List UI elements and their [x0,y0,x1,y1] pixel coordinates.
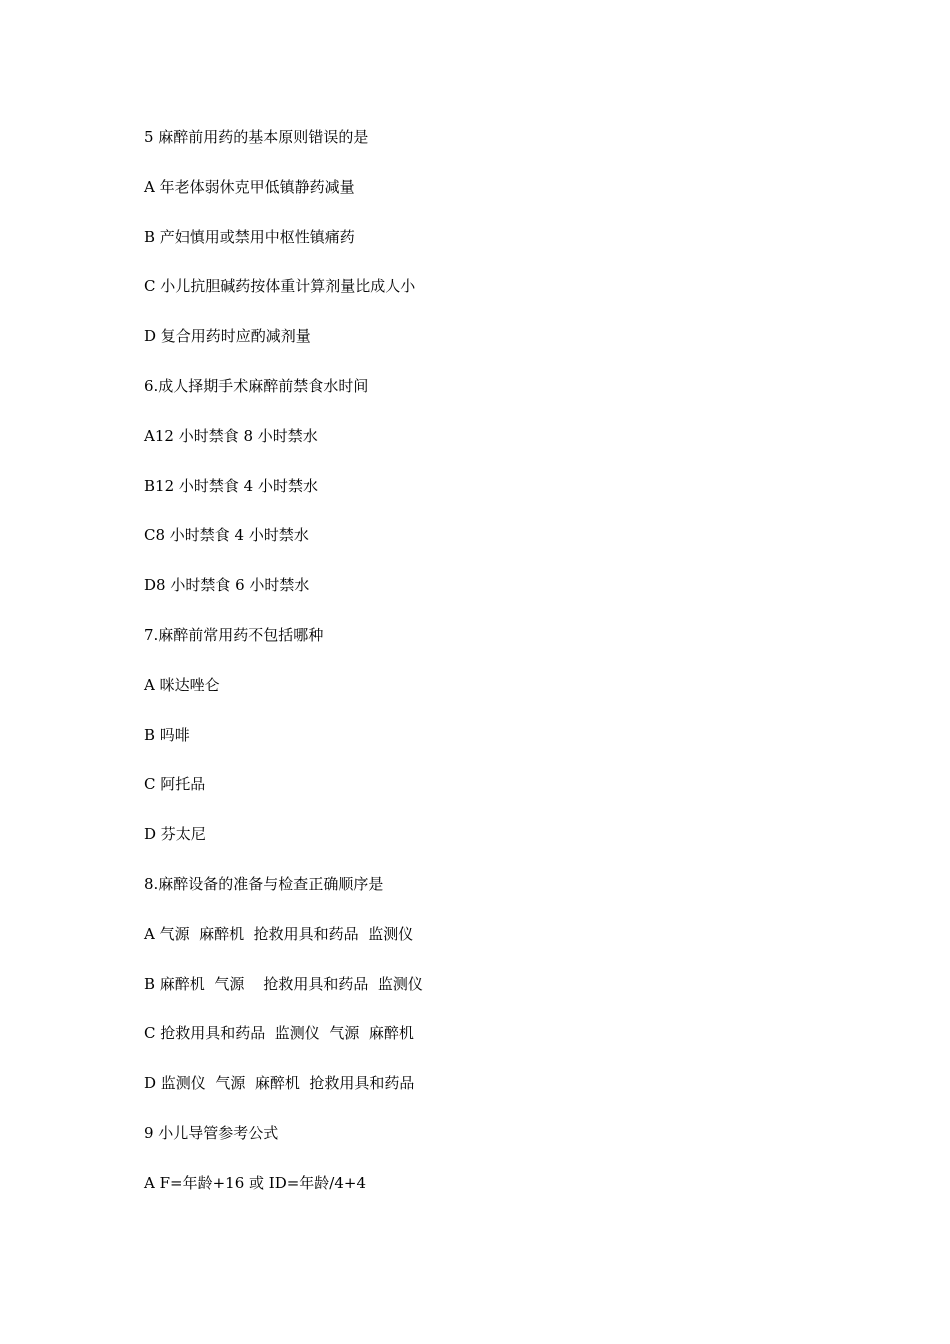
question-7-option-c: C 阿托品 [144,775,206,794]
question-9-stem: 9 小儿导管参考公式 [144,1123,279,1142]
question-8-stem: 8.麻醉设备的准备与检查正确顺序是 [144,874,384,893]
question-5-option-c: C 小儿抗胆碱药按体重计算剂量比成人小 [144,277,416,296]
question-6-option-d: D8 小时禁食 6 小时禁水 [144,576,310,595]
question-6-option-a: A12 小时禁食 8 小时禁水 [144,426,318,445]
question-8-option-b: B 麻醉机 气源 抢救用具和药品 监测仪 [144,974,423,993]
question-5-stem: 5 麻醉前用药的基本原则错误的是 [144,128,369,146]
question-5-option-d: D 复合用药时应酌减剂量 [144,327,311,346]
question-6-stem: 6.成人择期手术麻醉前禁食水时间 [144,376,369,395]
question-7-stem: 7.麻醉前常用药不包括哪种 [144,625,324,644]
question-8-option-c: C 抢救用具和药品 监测仪 气源 麻醉机 [144,1024,414,1043]
question-7-option-d: D 芬太尼 [144,825,206,844]
question-8-option-d: D 监测仪 气源 麻醉机 抢救用具和药品 [144,1074,415,1093]
question-9-option-a: A F=年龄+16 或 ID=年龄/4+4 [144,1173,366,1192]
question-5-option-a: A 年老体弱休克甲低镇静药减量 [144,177,355,196]
question-7-option-b: B 吗啡 [144,725,190,744]
question-5-option-b: B 产妇慎用或禁用中枢性镇痛药 [144,227,355,246]
question-6-option-b: B12 小时禁食 4 小时禁水 [144,476,318,495]
question-6-option-c: C8 小时禁食 4 小时禁水 [144,526,309,545]
question-7-option-a: A 咪达唑仑 [144,675,220,694]
document-body [144,126,844,1222]
question-8-option-a: A 气源 麻醉机 抢救用具和药品 监测仪 [144,924,414,943]
